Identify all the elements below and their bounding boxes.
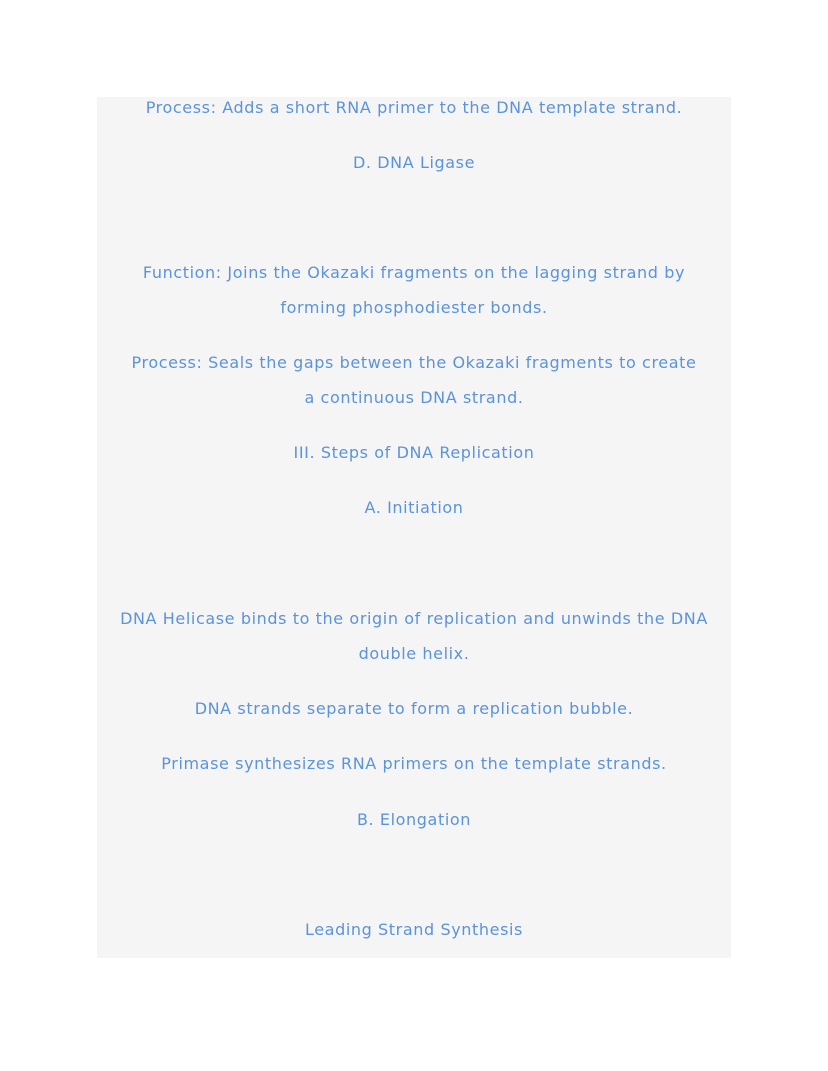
ligase-function-line-2: forming phosphodiester bonds. <box>280 298 548 317</box>
initiation-helicase-line-2: double helix. <box>358 644 470 663</box>
initiation-primase-line: Primase synthesizes RNA primers on the template strands. <box>161 754 667 773</box>
initiation-helicase-line-1: DNA Helicase binds to the origin of replication and unwinds the DNA <box>120 609 708 628</box>
section-iii-heading: III. Steps of DNA Replication <box>293 443 535 462</box>
section-d-heading: D. DNA Ligase <box>352 153 476 172</box>
leading-strand-heading: Leading Strand Synthesis <box>304 920 523 939</box>
ligase-process-line-2: a continuous DNA strand. <box>304 388 524 407</box>
initiation-bubble-line: DNA strands separate to form a replication bubble. <box>194 699 634 718</box>
subsection-a-heading: A. Initiation <box>364 498 464 517</box>
document-page <box>97 97 731 958</box>
ligase-function-line-1: Function: Joins the Okazaki fragments on the lagging strand by <box>142 263 686 282</box>
ligase-process-line: Process: Adds a short RNA primer to the DNA template strand. <box>145 98 683 117</box>
subsection-b-heading: B. Elongation <box>356 810 472 829</box>
ligase-process-line-1: Process: Seals the gaps between the Okazaki fragments to create <box>131 353 697 372</box>
